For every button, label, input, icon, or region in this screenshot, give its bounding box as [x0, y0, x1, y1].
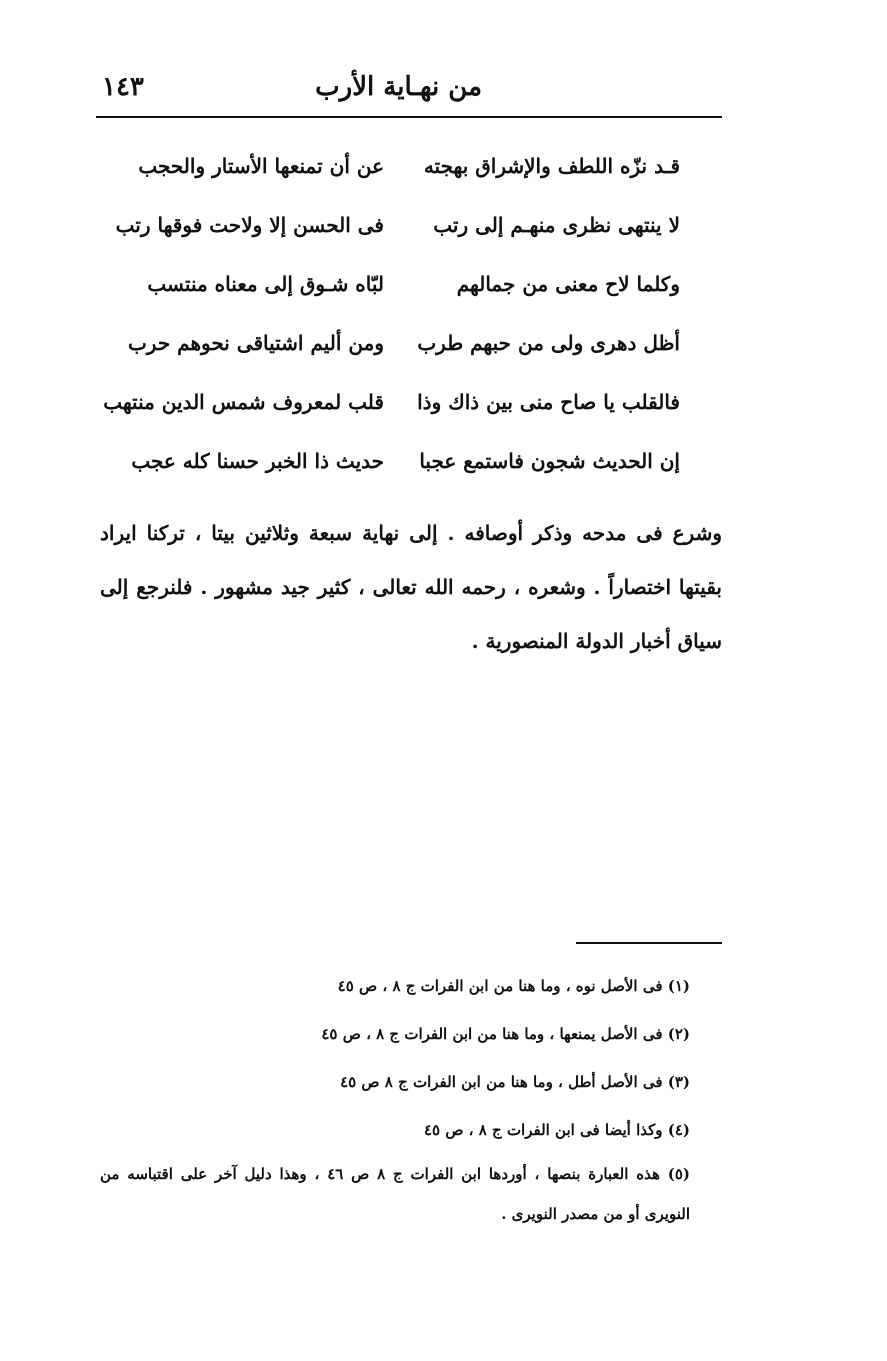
verse — [115, 199, 680, 258]
verse-first-hemistich: قـد نزّه اللطف والإشراق بهجته — [423, 154, 680, 178]
poem — [103, 140, 680, 494]
footnote: (١) فى الأصل نوه ، وما هنا من ابن الفرات ج ٨ ، ص ٤٥ — [337, 977, 690, 995]
verse-second-hemistich: لبّاه شـوق إلى معناه منتسب — [147, 272, 384, 296]
footnote: (٢) فى الأصل يمنعها ، وما هنا من ابن الفرات ج ٨ ، ص ٤٥ — [321, 1025, 690, 1043]
page-number: ١٤٣ — [102, 72, 144, 102]
paragraph-text: وشرع فى مدحه وذكر أوصافه . إلى نهاية سبعة وثلاثين بيتا ، تركنا ايراد بقيتها اختصاراً . وشعره ، رحمه الله تعالى ، كثير جيد مشهور . فلنرجع إلى سياق أخبار الدولة المنصورية . — [100, 521, 722, 653]
footnote: (٥) هذه العبارة بنصها ، أوردها ابن الفرات ج ٨ ص ٤٦ ، وهذا دليل آخر على اقتباسه من النويرى أو من مصدر النويرى . — [100, 1165, 690, 1223]
running-title: من نهـاية الأرب — [315, 72, 482, 102]
verse-second-hemistich: قلب لمعروف شمس الدين منتهب — [103, 390, 384, 414]
verse-second-hemistich: ومن أليم اشتياقى نحوهم حرب — [127, 331, 384, 355]
verse-first-hemistich: إن الحديث شجون فاستمع عجبا — [419, 449, 680, 473]
verse-first-hemistich: لا ينتهى نظرى منهـم إلى رتب — [433, 213, 680, 237]
verse-first-hemistich: أظل دهرى ولى من حبهم طرب — [417, 331, 680, 355]
verse-second-hemistich: حديث ذا الخبر حسنا كله عجب — [131, 449, 384, 473]
verse — [131, 435, 680, 494]
footnote: (٣) فى الأصل أطل ، وما هنا من ابن الفرات ج ٨ ص ٤٥ — [340, 1073, 690, 1091]
verse — [140, 140, 680, 199]
verse-first-hemistich: وكلما لاح معنى من جمالهم — [456, 272, 680, 296]
body-paragraph — [100, 506, 722, 668]
verse-first-hemistich: فالقلب يا صاح منى بين ذاك وذا — [417, 390, 680, 414]
verse — [140, 258, 680, 317]
footnotes — [100, 962, 720, 1234]
header-rule — [96, 116, 722, 118]
footnote: (٤) وكذا أيضا فى ابن الفرات ج ٨ ، ص ٤٥ — [423, 1121, 690, 1139]
page-header — [96, 68, 722, 114]
verse-second-hemistich: عن أن تمنعها الأستار والحجب — [138, 154, 384, 178]
verse — [127, 317, 680, 376]
footnote-rule — [576, 942, 722, 944]
verse-second-hemistich: فى الحسن إلا ولاحت فوقها رتب — [115, 213, 384, 237]
verse — [103, 376, 680, 435]
